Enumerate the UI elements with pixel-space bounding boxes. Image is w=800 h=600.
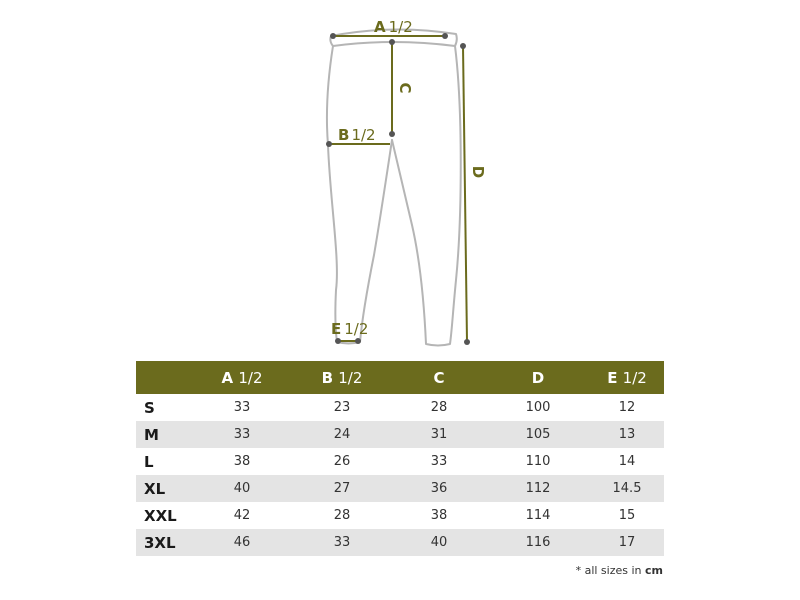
cell-c: 40 xyxy=(430,535,448,550)
cell-e: 14 xyxy=(618,454,636,469)
cell-c: 33 xyxy=(430,454,448,469)
size-label: L xyxy=(144,452,154,471)
size-label: S xyxy=(144,398,155,417)
header-c: C xyxy=(433,368,445,387)
cell-a: 33 xyxy=(233,400,251,415)
table-row xyxy=(136,448,664,475)
cell-e: 15 xyxy=(618,508,636,523)
cell-e: 12 xyxy=(618,400,636,415)
point-a-right xyxy=(442,33,448,39)
cell-c: 38 xyxy=(430,508,448,523)
point-b-left xyxy=(326,141,332,147)
cell-d: 105 xyxy=(525,427,551,442)
units-footnote xyxy=(576,564,663,577)
size-chart-table xyxy=(136,361,664,556)
cell-e: 17 xyxy=(618,535,636,550)
point-a-left xyxy=(330,33,336,39)
cell-b: 33 xyxy=(333,535,351,550)
header-b: B 1/2 xyxy=(321,368,363,387)
point-d-bottom xyxy=(464,339,470,345)
size-label: XL xyxy=(144,479,166,498)
cell-c: 36 xyxy=(430,481,448,496)
table-row xyxy=(136,475,664,502)
label-a: A 1/2 xyxy=(374,18,413,36)
measure-line-d xyxy=(463,46,467,342)
cell-b: 24 xyxy=(333,427,351,442)
size-label: M xyxy=(144,425,159,444)
left-leg-outline xyxy=(327,46,392,344)
cell-a: 46 xyxy=(233,535,251,550)
header-d: D xyxy=(531,368,545,387)
label-e: E 1/2 xyxy=(331,320,369,338)
cell-a: 33 xyxy=(233,427,251,442)
label-b: B 1/2 xyxy=(338,126,376,144)
point-c-top xyxy=(389,39,395,45)
size-label: XXL xyxy=(144,506,177,525)
cell-a: 42 xyxy=(233,508,251,523)
cell-e: 14.5 xyxy=(612,481,642,496)
pants-outline xyxy=(327,29,461,345)
cell-d: 100 xyxy=(525,400,551,415)
point-d-top xyxy=(460,43,466,49)
table-row xyxy=(136,529,664,556)
header-e: E 1/2 xyxy=(607,368,647,387)
cell-b: 28 xyxy=(333,508,351,523)
table-row xyxy=(136,502,664,529)
footnote-unit: cm xyxy=(645,564,663,577)
point-e-right xyxy=(355,338,361,344)
point-e-left xyxy=(335,338,341,344)
header-a: A 1/2 xyxy=(221,368,263,387)
table-row xyxy=(136,394,664,421)
cell-a: 40 xyxy=(233,481,251,496)
table-row xyxy=(136,421,664,448)
cell-d: 114 xyxy=(525,508,551,523)
cell-b: 27 xyxy=(333,481,351,496)
table-header-row xyxy=(136,361,664,394)
cell-c: 28 xyxy=(430,400,448,415)
size-label: 3XL xyxy=(144,533,176,552)
measurement-points xyxy=(326,33,470,345)
cell-d: 110 xyxy=(525,454,551,469)
label-d: D xyxy=(469,165,487,179)
point-c-bottom xyxy=(389,131,395,137)
cell-b: 23 xyxy=(333,400,351,415)
header-size xyxy=(136,361,192,394)
cell-c: 31 xyxy=(430,427,448,442)
cell-d: 112 xyxy=(525,481,551,496)
label-c: C xyxy=(396,82,414,94)
cell-e: 13 xyxy=(618,427,636,442)
cell-b: 26 xyxy=(333,454,351,469)
cell-d: 116 xyxy=(525,535,551,550)
footnote-prefix: * all sizes in xyxy=(575,564,646,577)
cell-a: 38 xyxy=(233,454,251,469)
